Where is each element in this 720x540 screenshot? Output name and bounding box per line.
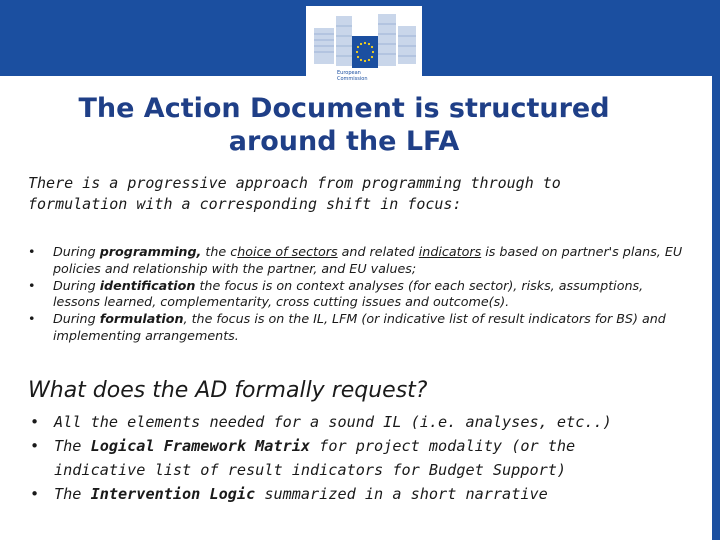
bullet: • [28,277,36,293]
bullet: • [28,311,36,327]
item-text: During [53,244,100,259]
intro-line2: formulation with a corresponding shift in focus: [28,195,462,213]
item-bold: Intervention Logic [90,485,256,503]
list-item-elements [28,410,668,434]
item-bold: identification [99,277,196,293]
item-bold: formulation [99,311,184,327]
item-text: The [54,437,91,455]
item-bold: Logical Framework Matrix [90,437,311,455]
item-bold: programming, [99,244,202,259]
item-text: for project modality (or the indicative list of result indicators for Budget Support) [54,437,576,479]
logo-caption [337,70,397,82]
list-item-identification [28,278,688,312]
list-item-intervention-logic [28,482,668,506]
bullet: • [30,413,40,431]
item-text: , the focus is on the IL, LFM (or indicative list of result indicators for BS) and implementing arrangements. [53,311,666,343]
item-text: the c [201,244,238,259]
bullet: • [30,437,40,455]
item-text: and related [337,244,419,259]
logo-caption-line1: European [337,70,361,76]
intro-paragraph [28,173,668,215]
item-text: All the elements needed for a sound IL (i.e. analyses, etc..) [54,413,612,431]
logo-caption-line2: Commission [337,76,368,82]
title-line2: around the LFA [228,126,460,157]
focus-list [28,244,688,345]
item-text: During [53,311,100,327]
list-item-programming [28,244,688,278]
list-item-logframe [28,434,668,482]
item-text: summarized in a short narrative [255,485,548,503]
item-underlined: hoice of sectors [237,244,338,259]
bullet: • [30,485,40,503]
item-text: is based on partner's plans, EU policies and relationship with the partner, and EU values; [53,244,683,276]
title-line1: The Action Document is structured [78,93,610,124]
bullet: • [28,244,36,259]
eu-flag [352,36,378,68]
section-heading: What does the AD formally request? [28,378,428,403]
slide-title [30,92,658,158]
item-text: During [53,277,100,293]
list-item-formulation [28,311,688,345]
item-underlined: indicators [418,244,482,259]
item-text: The [54,485,91,503]
item-text: the focus is on context analyses (for each sector), risks, assumptions, lessons learned, complementarity, cross cutting issues and outcome(s). [53,277,644,310]
intro-line1: There is a progressive approach from programming through to [28,174,561,192]
request-list [28,410,668,506]
right-edge-strip [712,76,720,540]
